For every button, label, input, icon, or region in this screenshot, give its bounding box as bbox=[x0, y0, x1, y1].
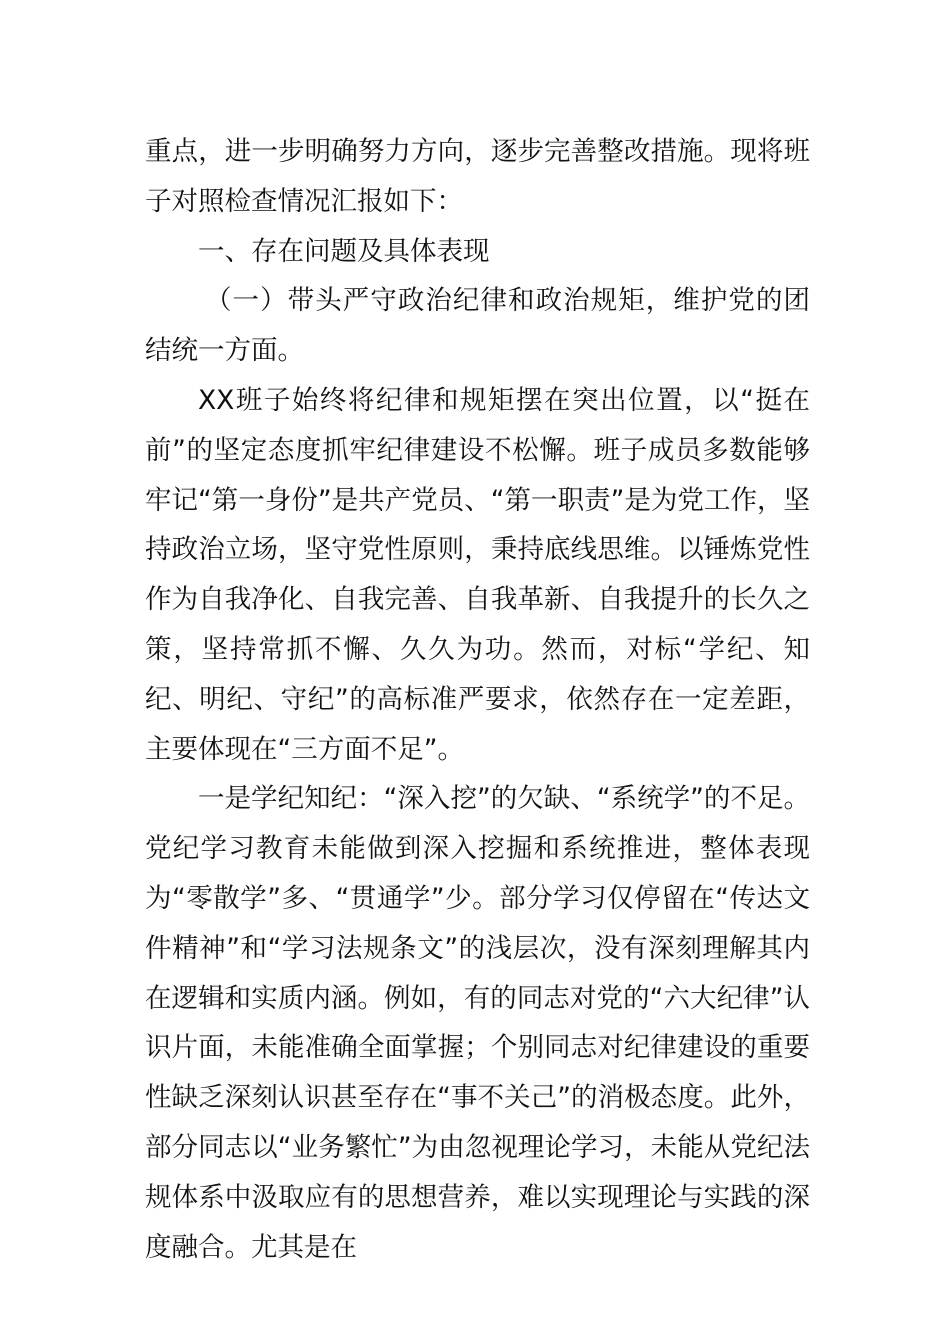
paragraph-intro-continuation: 重点，进一步明确努力方向，逐步完善整改措施。现将班子对照检查情况汇报如下： bbox=[145, 136, 810, 217]
subsection-heading: （一）带头严守政治纪律和政治规矩，维护党的团结统一方面。 bbox=[145, 285, 810, 367]
section-heading: 一、存在问题及具体表现 bbox=[198, 235, 490, 267]
paragraph-overview: XX班子始终将纪律和规矩摆在突出位置，以“挺在前”的坚定态度抓牢纪律建设不松懈。班子成员多数能够牢记“第一身份”是共产党员、“第一职责”是为党工作，坚持政治立场，坚守党性原则，秉持底线思维。以锤炼党性作为自我净化、自我完善、自我革新、自我提升的长久之策，坚持常抓不懈、久久为功。然而，对标“学纪、知纪、明纪、守纪”的高标准严要求，依然存在一定差距，主要体现在“三方面不足”。 bbox=[145, 384, 810, 765]
paragraph-point-one: 一是学纪知纪：“深入挖”的欠缺、“系统学”的不足。党纪学习教育未能做到深入挖掘和系统推进，整体表现为“零散学”多、“贯通学”少。部分学习仅停留在“传达文件精神”和“学习法规条文”的浅层次，没有深刻理解其内在逻辑和实质内涵。例如，有的同志对党的“六大纪律”认识片面，未能准确全面掌握；个别同志对纪律建设的重要性缺乏深刻认识甚至存在“事不关己”的消极态度。此外，部分同志以“业务繁忙”为由忽视理论学习，未能从党纪法规体系中汲取应有的思想营养，难以实现理论与实践的深度融合。尤其是在 bbox=[145, 783, 810, 1263]
document-body bbox=[145, 127, 810, 1272]
